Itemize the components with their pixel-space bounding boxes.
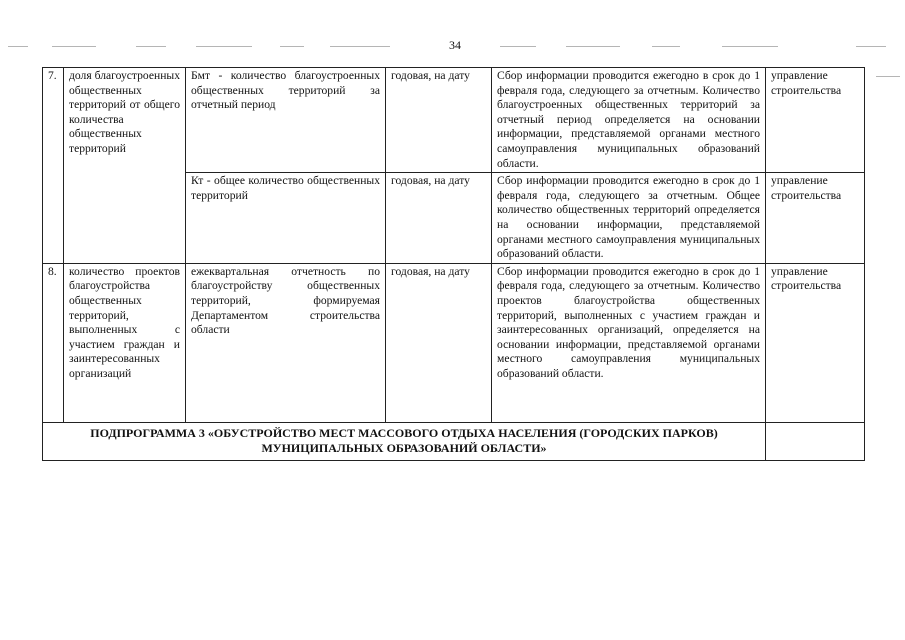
scan-artifact-line xyxy=(722,46,778,47)
scan-artifact-line xyxy=(136,46,166,47)
indicator-name: доля благоустроенных общественных территорий от общего количества общественных территорий xyxy=(64,68,186,264)
row-number: 8. xyxy=(43,263,64,422)
scan-artifact-line xyxy=(330,46,390,47)
scan-artifact-line xyxy=(566,46,620,47)
responsible-body: управление строительства xyxy=(766,263,865,422)
table-row xyxy=(43,68,865,173)
scan-artifact-line xyxy=(196,46,252,47)
variable-definition: Кт - общее количество общественных территорий xyxy=(186,173,386,264)
scan-artifact-line xyxy=(652,46,680,47)
collection-method: Сбор информации проводится ежегодно в срок до 1 февраля года, следующего за отчетным. Общее количество общественных территорий определяется на основании информации, представляемой органами местного самоуправления муниципальных образований области. xyxy=(492,173,766,264)
scan-artifact-line xyxy=(876,76,900,77)
reporting-period: годовая, на дату xyxy=(386,68,492,173)
variable-definition: Бмт - количество благоустроенных общественных территорий за отчетный период xyxy=(186,68,386,173)
table-row xyxy=(43,263,865,422)
page-number: 34 xyxy=(449,38,461,52)
collection-method: Сбор информации проводится ежегодно в срок до 1 февраля года, следующего за отчетным. Количество проектов благоустройства общественных территорий, выполненных с участием граждан и заинтересованных организаций, определяется на основании информации, представляемой органами местного самоуправления муниципальных образований области. xyxy=(492,263,766,422)
empty-cell xyxy=(766,422,865,460)
indicators-table xyxy=(42,67,865,461)
reporting-period: годовая, на дату xyxy=(386,173,492,264)
responsible-body: управление строительства xyxy=(766,173,865,264)
scan-artifact-line xyxy=(52,46,96,47)
subprogram-title: ПОДПРОГРАММА 3 «ОБУСТРОЙСТВО МЕСТ МАССОВОГО ОТДЫХА НАСЕЛЕНИЯ (ГОРОДСКИХ ПАРКОВ) МУНИЦИПАЛЬНЫХ ОБРАЗОВАНИЙ ОБЛАСТИ» xyxy=(43,422,766,460)
reporting-period: годовая, на дату xyxy=(386,263,492,422)
subprogram-row xyxy=(43,422,865,460)
scan-artifact-line xyxy=(856,46,886,47)
indicator-name: количество проектов благоустройства общественных территорий, выполненных с участием граждан и заинтересованных организаций xyxy=(64,263,186,422)
variable-definition: ежеквартальная отчетность по благоустройству общественных территорий, формируемая Департаментом строительства области xyxy=(186,263,386,422)
row-number: 7. xyxy=(43,68,64,264)
scan-artifact-line xyxy=(8,46,28,47)
collection-method: Сбор информации проводится ежегодно в срок до 1 февраля года, следующего за отчетным. Количество благоустроенных общественных территорий за отчетный период определяется на основании информации, представляемой органами местного самоуправления муниципальных образований области. xyxy=(492,68,766,173)
scan-artifact-line xyxy=(500,46,536,47)
responsible-body: управление строительства xyxy=(766,68,865,173)
scan-artifact-line xyxy=(280,46,304,47)
